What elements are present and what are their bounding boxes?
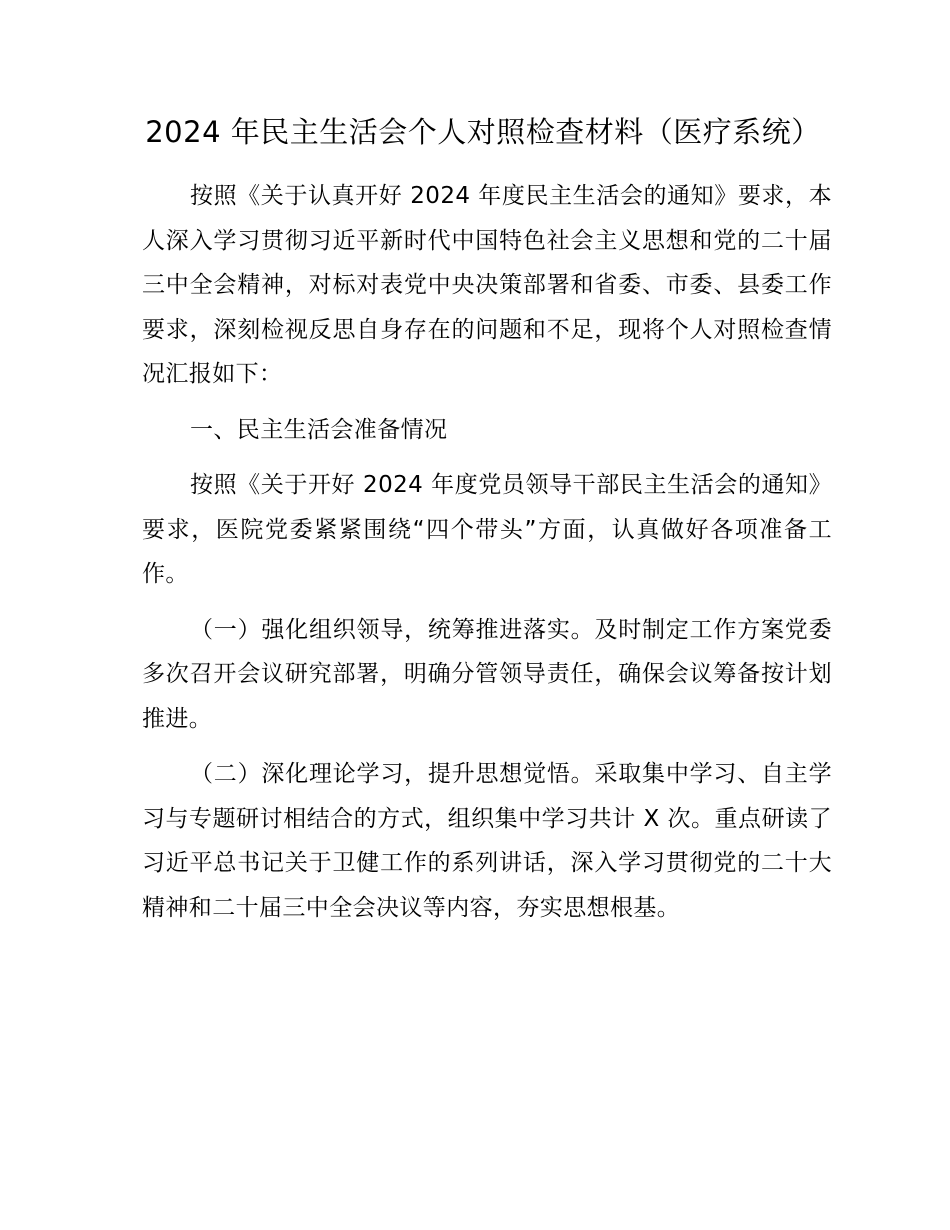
intro-paragraph: 按照《关于认真开好 2024 年度民主生活会的通知》要求，本人深入学习贯彻习近平新时代中国特色社会主义思想和党的二十届三中全会精神，对标对表党中央决策部署和省委、市委、县委工作要求，深刻检视反思自身存在的问题和不足，现将个人对照检查情况汇报如下： [142,183,832,387]
section-heading-1: 一、民主生活会准备情况 [190,416,448,443]
subsection-2-paragraph: （二）深化理论学习，提升思想觉悟。采取集中学习、自主学习与专题研讨相结合的方式，组织集中学习共计 X 次。重点研读了习近平总书记关于卫健工作的系列讲话，深入学习贯彻党的二十大精神和二十届三中全会决议等内容，夯实思想根基。 [142,761,832,921]
subsection-1-paragraph: （一）强化组织领导，统筹推进落实。及时制定工作方案党委多次召开会议研究部署，明确分管领导责任，确保会议筹备按计划推进。 [142,616,832,732]
section-1-paragraph: 按照《关于开好 2024 年度党员领导干部民主生活会的通知》要求，医院党委紧紧围绕“四个带头”方面，认真做好各项准备工作。 [142,472,832,587]
document-title: 2024 年民主生活会个人对照检查材料（医疗系统） [145,115,821,149]
